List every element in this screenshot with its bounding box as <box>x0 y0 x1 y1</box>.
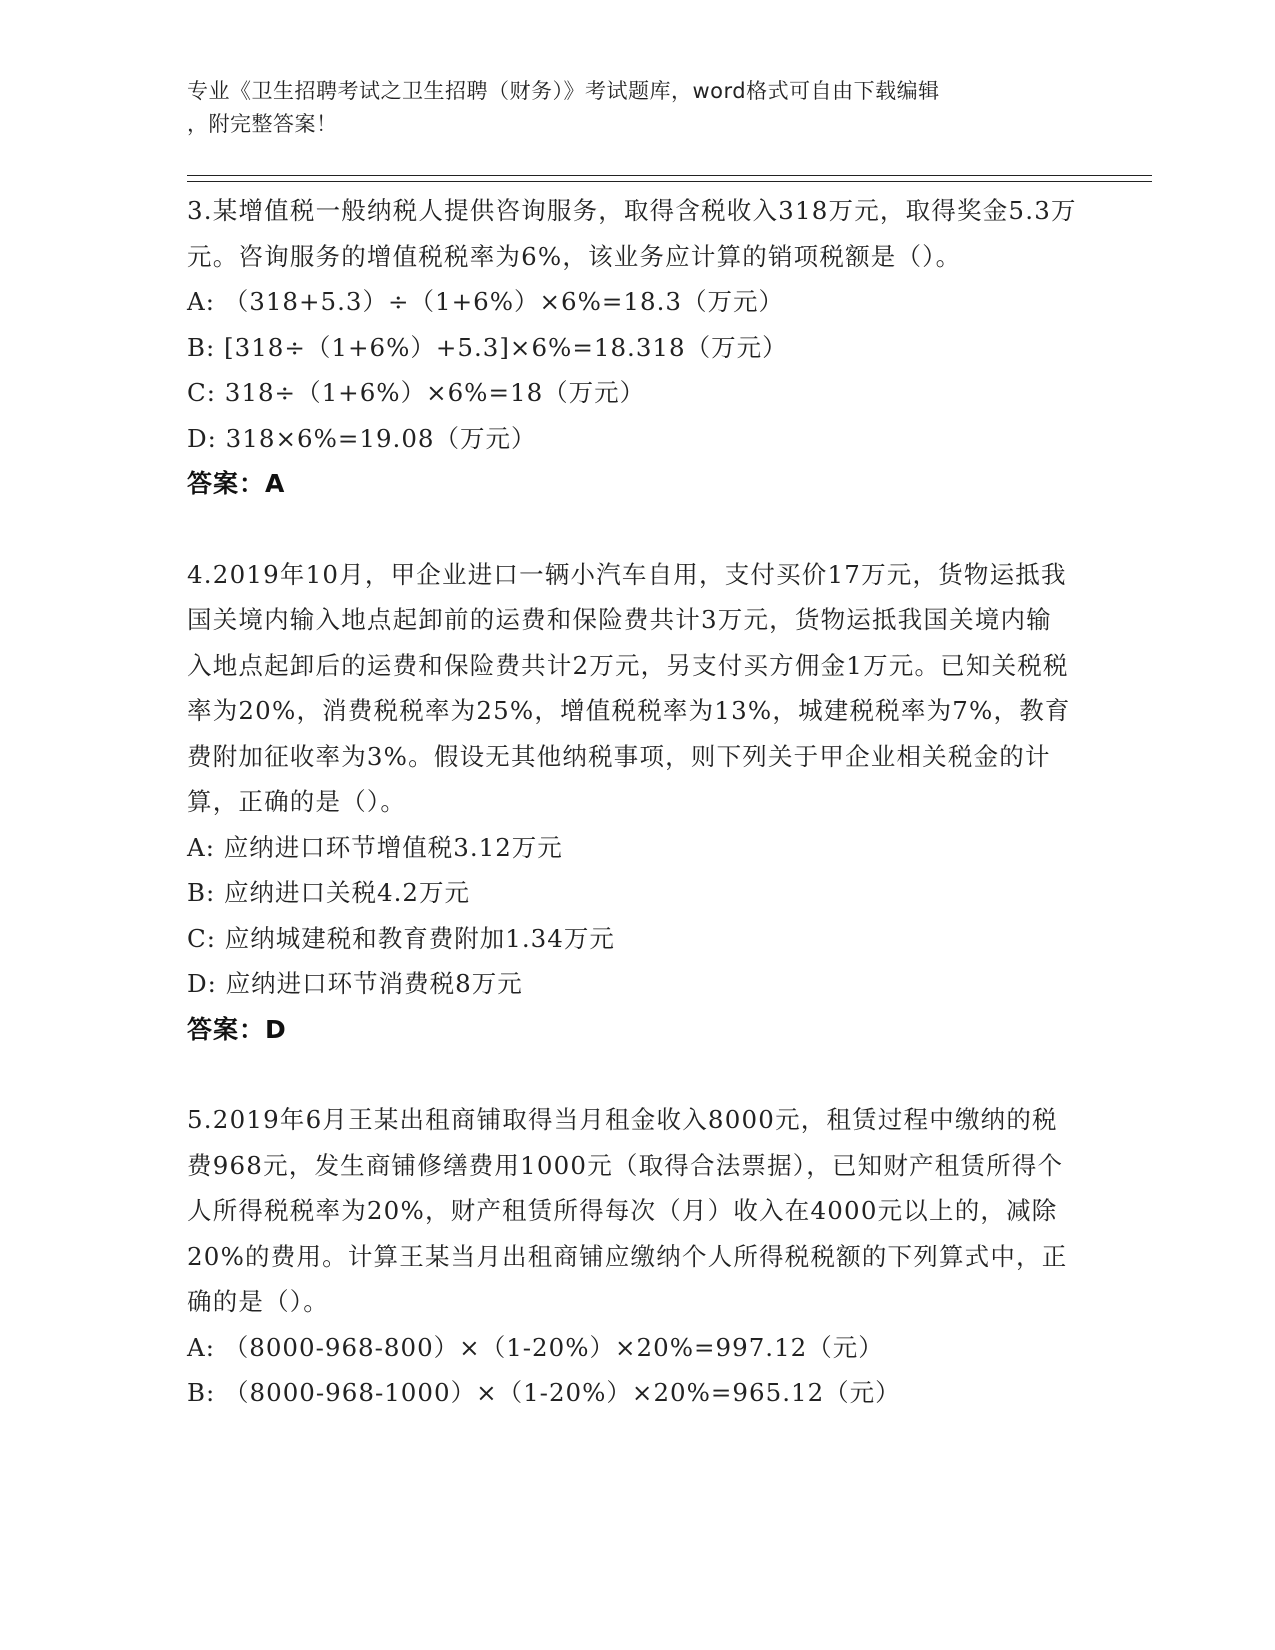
answer-line: 答案：D <box>187 1014 287 1044</box>
question-stem: 5.2019年6月王某出租商铺取得当月租金收入8000元，租赁过程中缴纳的税费968元，发生商铺修缮费用1000元（取得合法票据），已知财产租赁所得个人所得税税率为20%，财产租赁所得每次（月）收入在4000元以上的，减除20%的费用。计算王某当月出租商铺应缴纳个人所得税税额的下列算式中，正确的是（）。 <box>187 1105 1068 1316</box>
option-a: A: （318+5.3）÷（1+6%）×6%=18.3（万元） <box>187 287 784 316</box>
option-d: D: 应纳进口环节消费税8万元 <box>187 969 523 998</box>
option-c: C: 318÷（1+6%）×6%=18（万元） <box>187 378 646 407</box>
option-a: A: 应纳进口环节增值税3.12万元 <box>187 832 563 862</box>
question-list <box>187 188 1077 1416</box>
question-4 <box>187 552 1077 1053</box>
option-b: B: [318÷（1+6%）+5.3]×6%=18.318（万元） <box>187 332 788 362</box>
question-spacer <box>187 507 1077 552</box>
question-3 <box>187 188 1077 507</box>
answer-line: 答案：A <box>187 469 286 498</box>
header-line-2: ，附完整答案！ <box>187 112 338 136</box>
document-header <box>187 75 1067 141</box>
option-a: A: （8000-968-800）×（1-20%）×20%=997.12（元） <box>187 1332 884 1362</box>
question-5 <box>187 1097 1077 1416</box>
option-b: B: （8000-968-1000）×（1-20%）×20%=965.12（元） <box>187 1378 901 1407</box>
option-c: C: 应纳城建税和教育费附加1.34万元 <box>187 923 615 953</box>
header-line-1: 专业《卫生招聘考试之卫生招聘（财务）》考试题库，word格式可自由下载编辑 <box>187 79 940 103</box>
option-b: B: 应纳进口关税4.2万元 <box>187 878 471 907</box>
question-stem: 3.某增值税一般纳税人提供咨询服务，取得含税收入318万元，取得奖金5.3万元。咨询服务的增值税税率为6%，该业务应计算的销项税额是（）。 <box>187 196 1077 271</box>
option-d: D: 318×6%=19.08（万元） <box>187 423 537 453</box>
question-stem: 4.2019年10月，甲企业进口一辆小汽车自用，支付买价17万元，货物运抵我国关境内输入地点起卸前的运费和保险费共计3万元，货物运抵我国关境内输入地点起卸后的运费和保险费共计2万元，另支付买方佣金1万元。已知关税税率为20%，消费税税率为25%，增值税税率为13%，城建税税率为7%，教育费附加征收率为3%。假设无其他纳税事项，则下列关于甲企业相关税金的计算，正确的是（）。 <box>187 559 1071 816</box>
header-divider-top <box>187 175 1152 176</box>
question-spacer <box>187 1052 1077 1097</box>
header-divider-bottom <box>187 181 1152 182</box>
